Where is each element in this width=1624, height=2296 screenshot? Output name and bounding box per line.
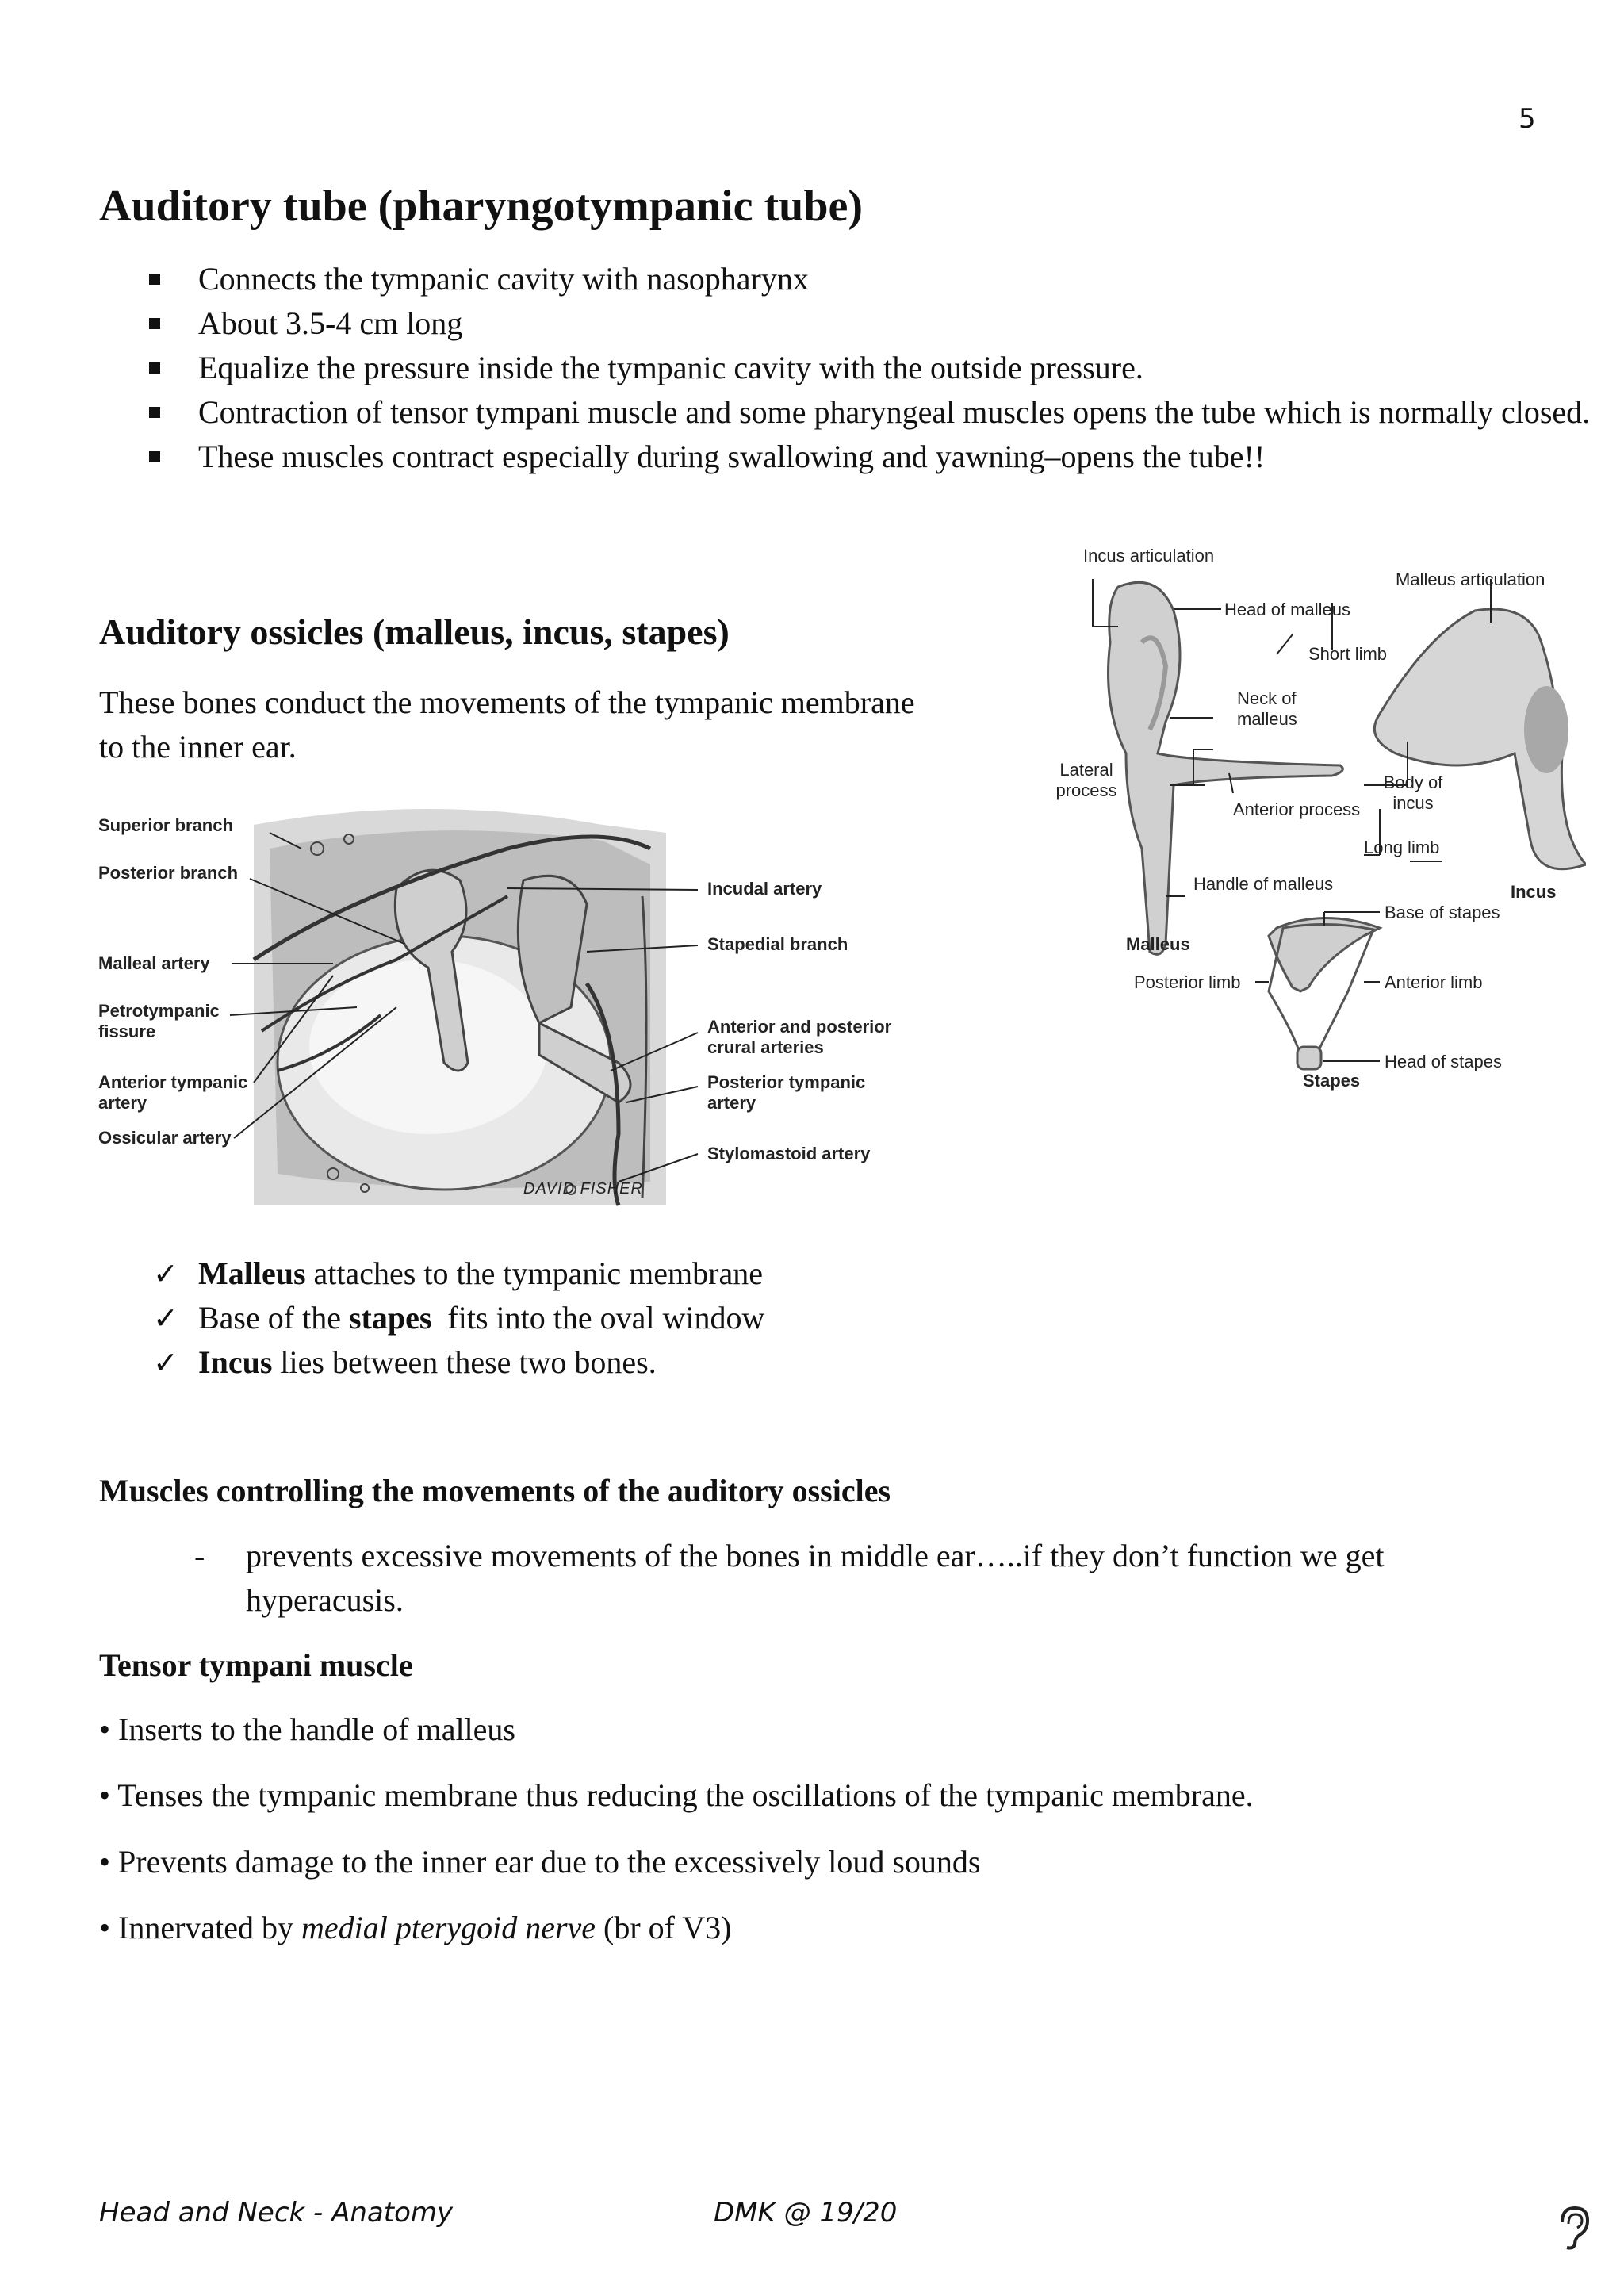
label-stylomastoid-artery: Stylomastoid artery bbox=[707, 1144, 871, 1163]
list-item: ✓ Malleus attaches to the tympanic membrane bbox=[153, 1255, 763, 1291]
label-head-of-malleus: Head of malleus bbox=[1224, 600, 1350, 619]
artist-signature: DAVID FISHER bbox=[523, 1180, 643, 1198]
page-number: 5 bbox=[1519, 103, 1536, 135]
label-anterior-tympanic-artery: Anterior tympanic artery bbox=[98, 1072, 248, 1113]
label-petrotympanic-fissure: Petrotympanic fissure bbox=[98, 1001, 220, 1041]
label-posterior-branch: Posterior branch bbox=[98, 863, 239, 883]
list-item: • Inserts to the handle of malleus bbox=[99, 1711, 515, 1747]
label-neck-of-malleus: Neck of malleus bbox=[1237, 688, 1297, 729]
label-incus-articulation: Incus articulation bbox=[1083, 546, 1215, 565]
label-incus: Incus bbox=[1511, 882, 1557, 902]
auditory-tube-bullets bbox=[99, 257, 1591, 479]
section-title-auditory-tube: Auditory tube (pharyngotympanic tube) bbox=[99, 182, 863, 231]
label-handle-of-malleus: Handle of malleus bbox=[1193, 874, 1334, 894]
dash-bullet: - bbox=[194, 1538, 205, 1573]
ossicles-intro: These bones conduct the movements of the tympanic membrane to the inner ear. bbox=[99, 684, 915, 765]
list-item: About 3.5-4 cm long bbox=[99, 301, 1526, 346]
label-anterior-limb: Anterior limb bbox=[1385, 972, 1483, 992]
list-item: • Innervated by medial pterygoid nerve (br of V3) bbox=[99, 1910, 732, 1945]
label-posterior-tympanic-artery: Posterior tympanic artery bbox=[707, 1072, 866, 1113]
list-item: These muscles contract especially during swallowing and yawning–opens the tube!! bbox=[99, 435, 1526, 479]
label-long-limb: Long limb bbox=[1364, 838, 1440, 857]
label-lateral-process: Lateral process bbox=[1055, 760, 1117, 800]
list-item: ✓ Incus lies between these two bones. bbox=[153, 1344, 657, 1380]
tensor-tympani-heading: Tensor tympani muscle bbox=[99, 1647, 413, 1683]
label-ossicular-artery: Ossicular artery bbox=[98, 1128, 232, 1148]
label-body-of-incus: Body of incus bbox=[1383, 772, 1443, 813]
section-title-ossicles: Auditory ossicles (malleus, incus, stapes) bbox=[99, 611, 730, 652]
label-head-of-stapes: Head of stapes bbox=[1385, 1052, 1502, 1071]
label-stapes: Stapes bbox=[1303, 1071, 1361, 1091]
ossicles-illustration bbox=[1031, 547, 1586, 1118]
list-item: • Prevents damage to the inner ear due to the excessively loud sounds bbox=[99, 1844, 981, 1880]
label-short-limb: Short limb bbox=[1308, 644, 1388, 664]
list-item: • Tenses the tympanic membrane thus reducing the oscillations of the tympanic membrane. bbox=[99, 1777, 1254, 1813]
label-anterior-process: Anterior process bbox=[1233, 799, 1361, 819]
label-malleus: Malleus bbox=[1126, 934, 1190, 954]
footer-author: DMK @ 19/20 bbox=[714, 2197, 898, 2229]
label-malleus-articulation: Malleus articulation bbox=[1396, 569, 1545, 589]
label-stapedial-branch: Stapedial branch bbox=[707, 934, 848, 954]
ossicles-checklist bbox=[99, 1251, 1209, 1385]
label-incudal-artery: Incudal artery bbox=[707, 879, 822, 899]
label-posterior-limb: Posterior limb bbox=[1134, 972, 1241, 992]
muscles-dash-item: prevents excessive movements of the bones in middle ear…..if they don’t function we get hyperacusis. bbox=[246, 1538, 1385, 1618]
list-item: Connects the tympanic cavity with nasopharynx bbox=[99, 257, 1526, 301]
list-item: Contraction of tensor tympani muscle and some pharyngeal muscles opens the tube which is normally closed. bbox=[99, 390, 1624, 435]
label-base-of-stapes: Base of stapes bbox=[1385, 903, 1500, 922]
list-item: Equalize the pressure inside the tympanic cavity with the outside pressure. bbox=[99, 346, 1526, 390]
list-item: ✓ Base of the stapes fits into the oval window bbox=[153, 1300, 765, 1336]
muscles-heading: Muscles controlling the movements of the auditory ossicles bbox=[99, 1473, 891, 1508]
label-superior-branch: Superior branch bbox=[98, 815, 233, 835]
label-crural-arteries: Anterior and posterior crural arteries bbox=[707, 1017, 892, 1057]
ear-icon bbox=[1553, 2203, 1592, 2251]
ossicles-figure bbox=[1031, 547, 1586, 1118]
middle-ear-arteries-figure bbox=[95, 801, 904, 1213]
label-malleal-artery: Malleal artery bbox=[98, 953, 210, 973]
footer-course: Head and Neck - Anatomy bbox=[99, 2197, 454, 2229]
